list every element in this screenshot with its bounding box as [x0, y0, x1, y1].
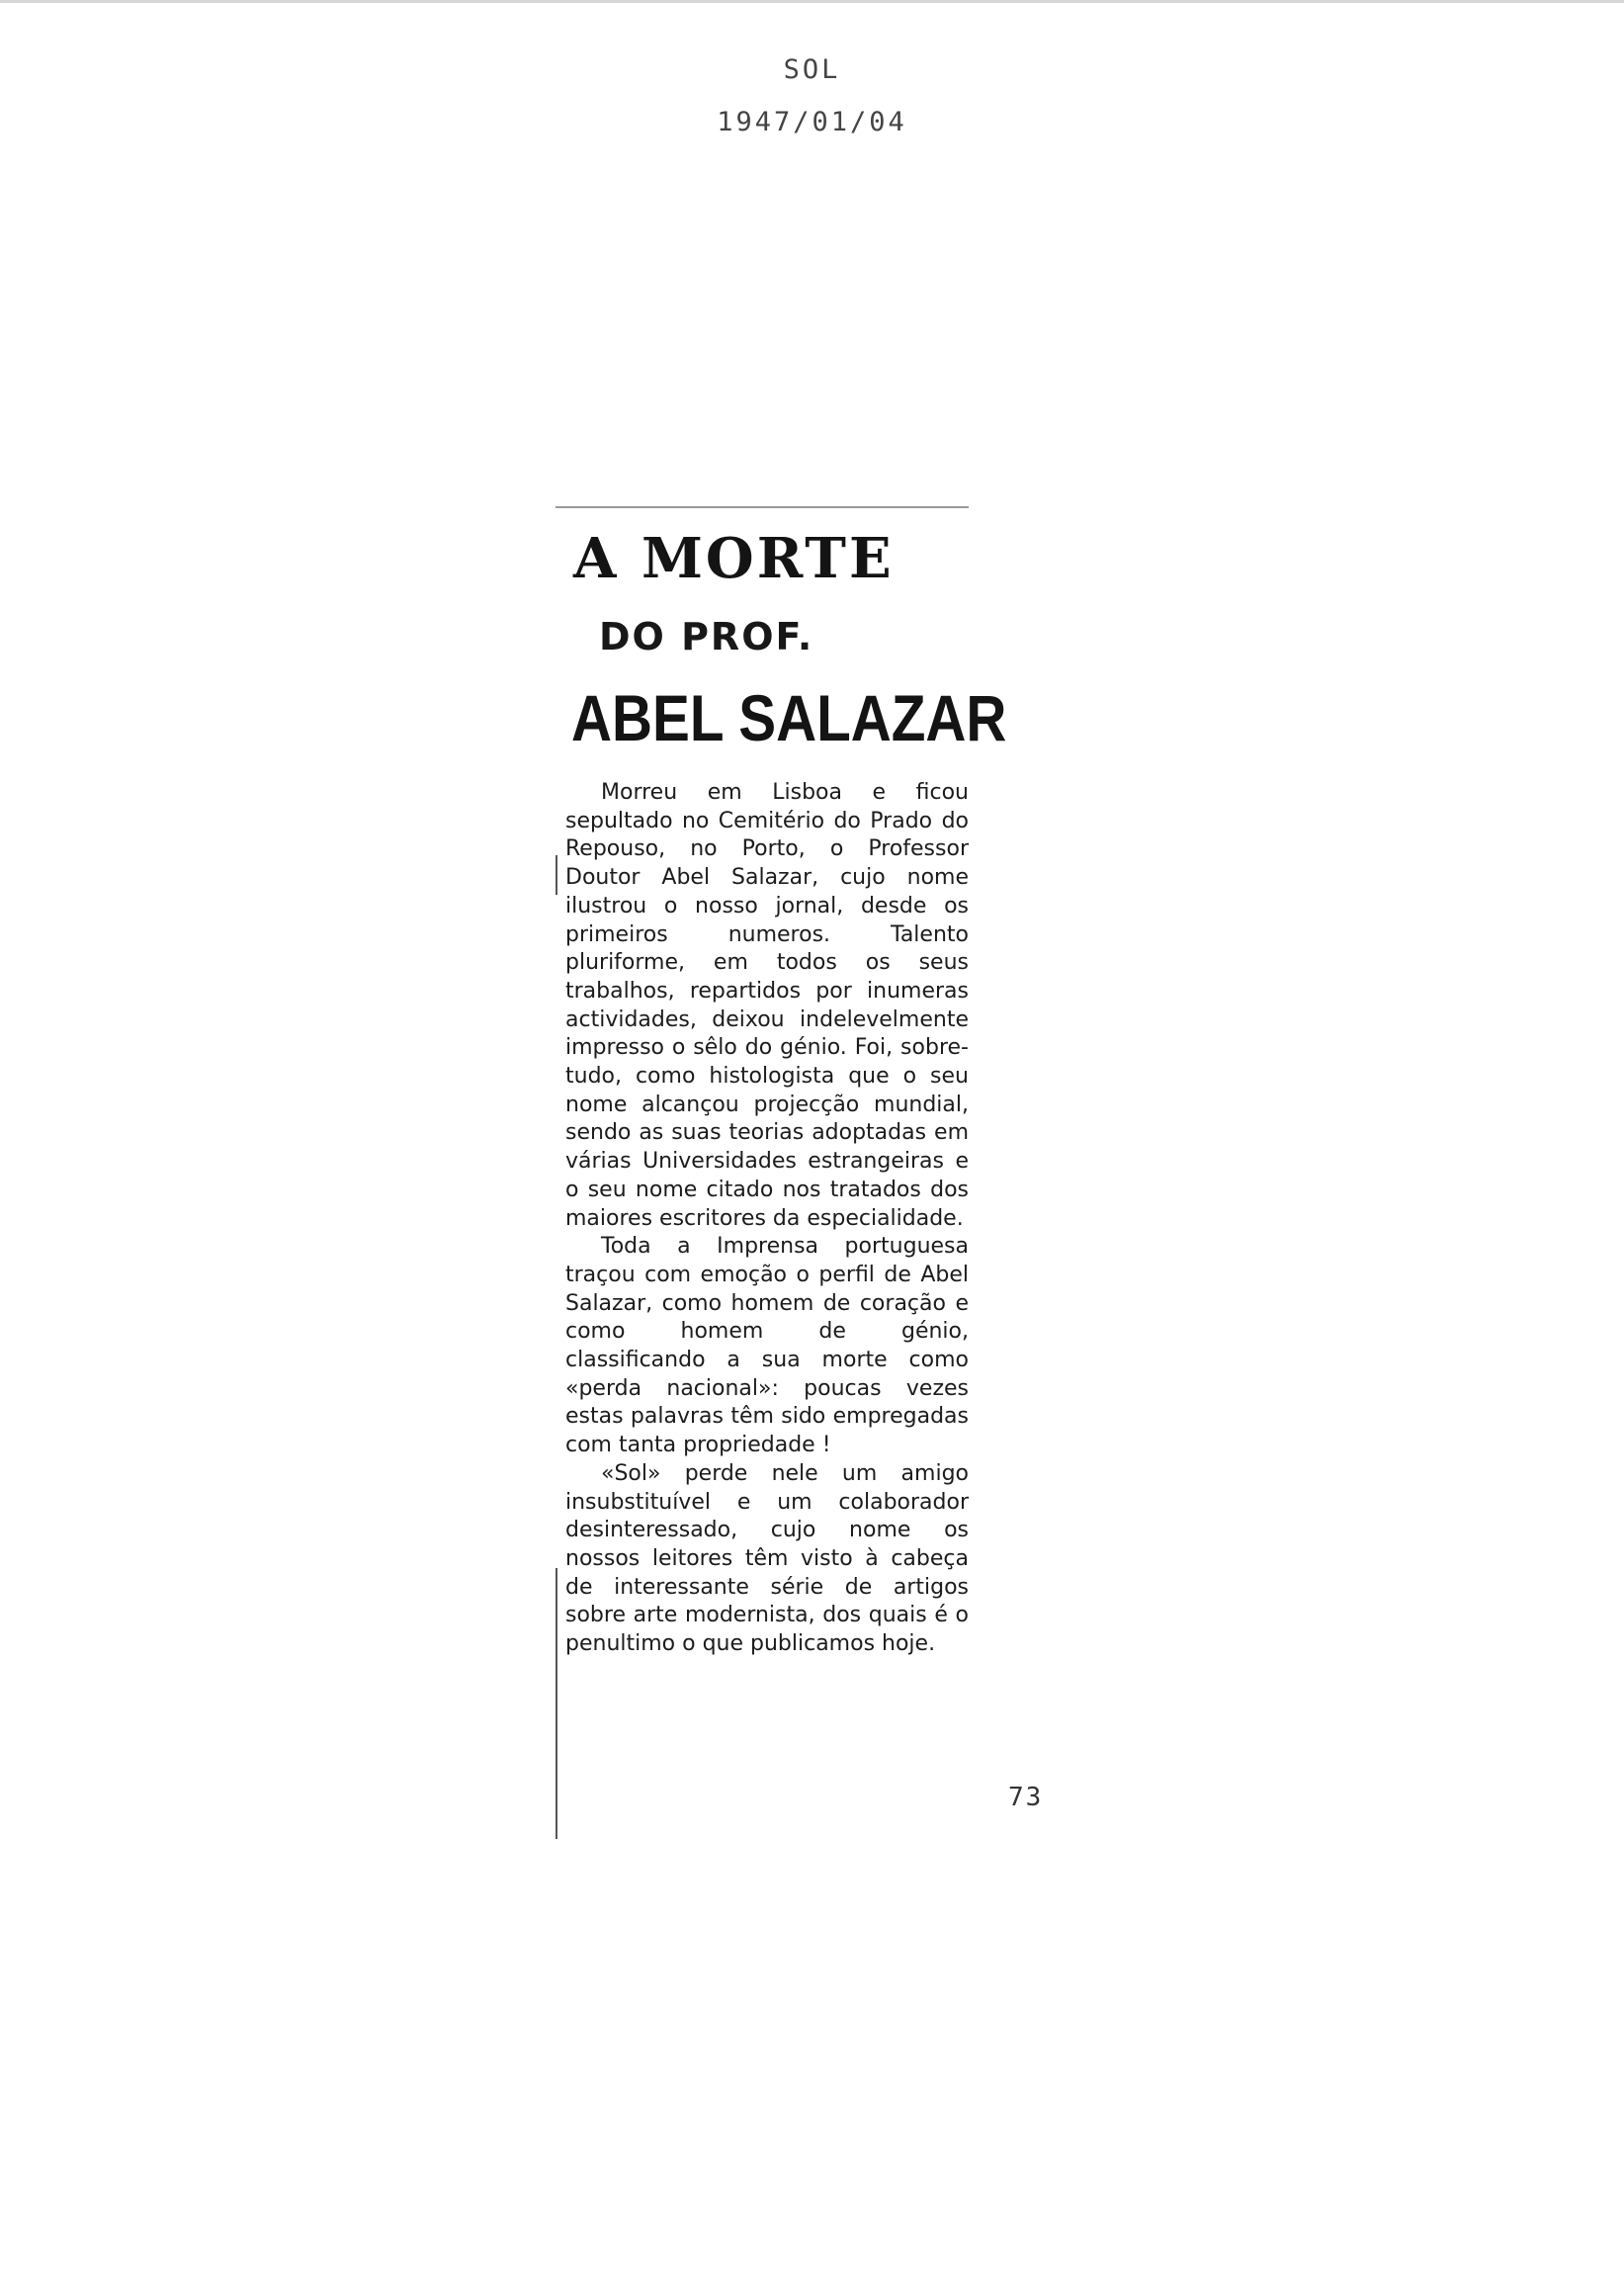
clipping-top-rule: [556, 506, 969, 508]
publication-date: 1947/01/04: [717, 107, 907, 137]
headline-line-2: DO PROF.: [599, 615, 814, 658]
article-paragraph-1: Morreu em Lisboa e ficou sepultado no Cemitério do Prado do Repouso, no Porto, o Professor Doutor Abel Salazar, cujo nome ilustrou o nosso jornal, desde os primeiros numeros. Talento pluriforme, em todos os seus trabalhos, repartidos por inumeras actividades, deixou indelevelmente impresso o sêlo do génio. Foi, sobretudo, como histologista que o seu nome alcançou projecção mundial, sendo as suas teorias adoptadas em várias Universidades estrangeiras e o seu nome citado nos tratados dos maiores escritores da especialidade.: [565, 780, 969, 1231]
headline-line-3: ABEL SALAZAR: [571, 681, 1007, 754]
scan-top-edge: [0, 0, 1624, 3]
publication-name: SOL: [783, 54, 841, 85]
article-body: [565, 779, 969, 1659]
column-margin-mark: [556, 855, 557, 895]
page-number: 73: [1008, 1783, 1044, 1812]
column-margin-line: [556, 1568, 557, 1839]
newspaper-clipping: [542, 504, 1007, 1839]
article-paragraph-3: «Sol» perde nele um amigo insubstituível e um colaborador desinteressado, cujo nome os nossos leitores têm visto à cabeça de interessante série de artigos sobre arte modernista, dos quais é o penultimo o que publicamos hoje.: [565, 1460, 969, 1657]
article-paragraph-2: Toda a Imprensa portuguesa traçou com emoção o perfil de Abel Salazar, como homem de coração e como homem de génio, classificando a sua morte como «perda nacional»: poucas vezes estas palavras têm sido empregadas com tanta propriedade !: [565, 1234, 969, 1458]
headline-line-1: A MORTE: [573, 526, 895, 591]
